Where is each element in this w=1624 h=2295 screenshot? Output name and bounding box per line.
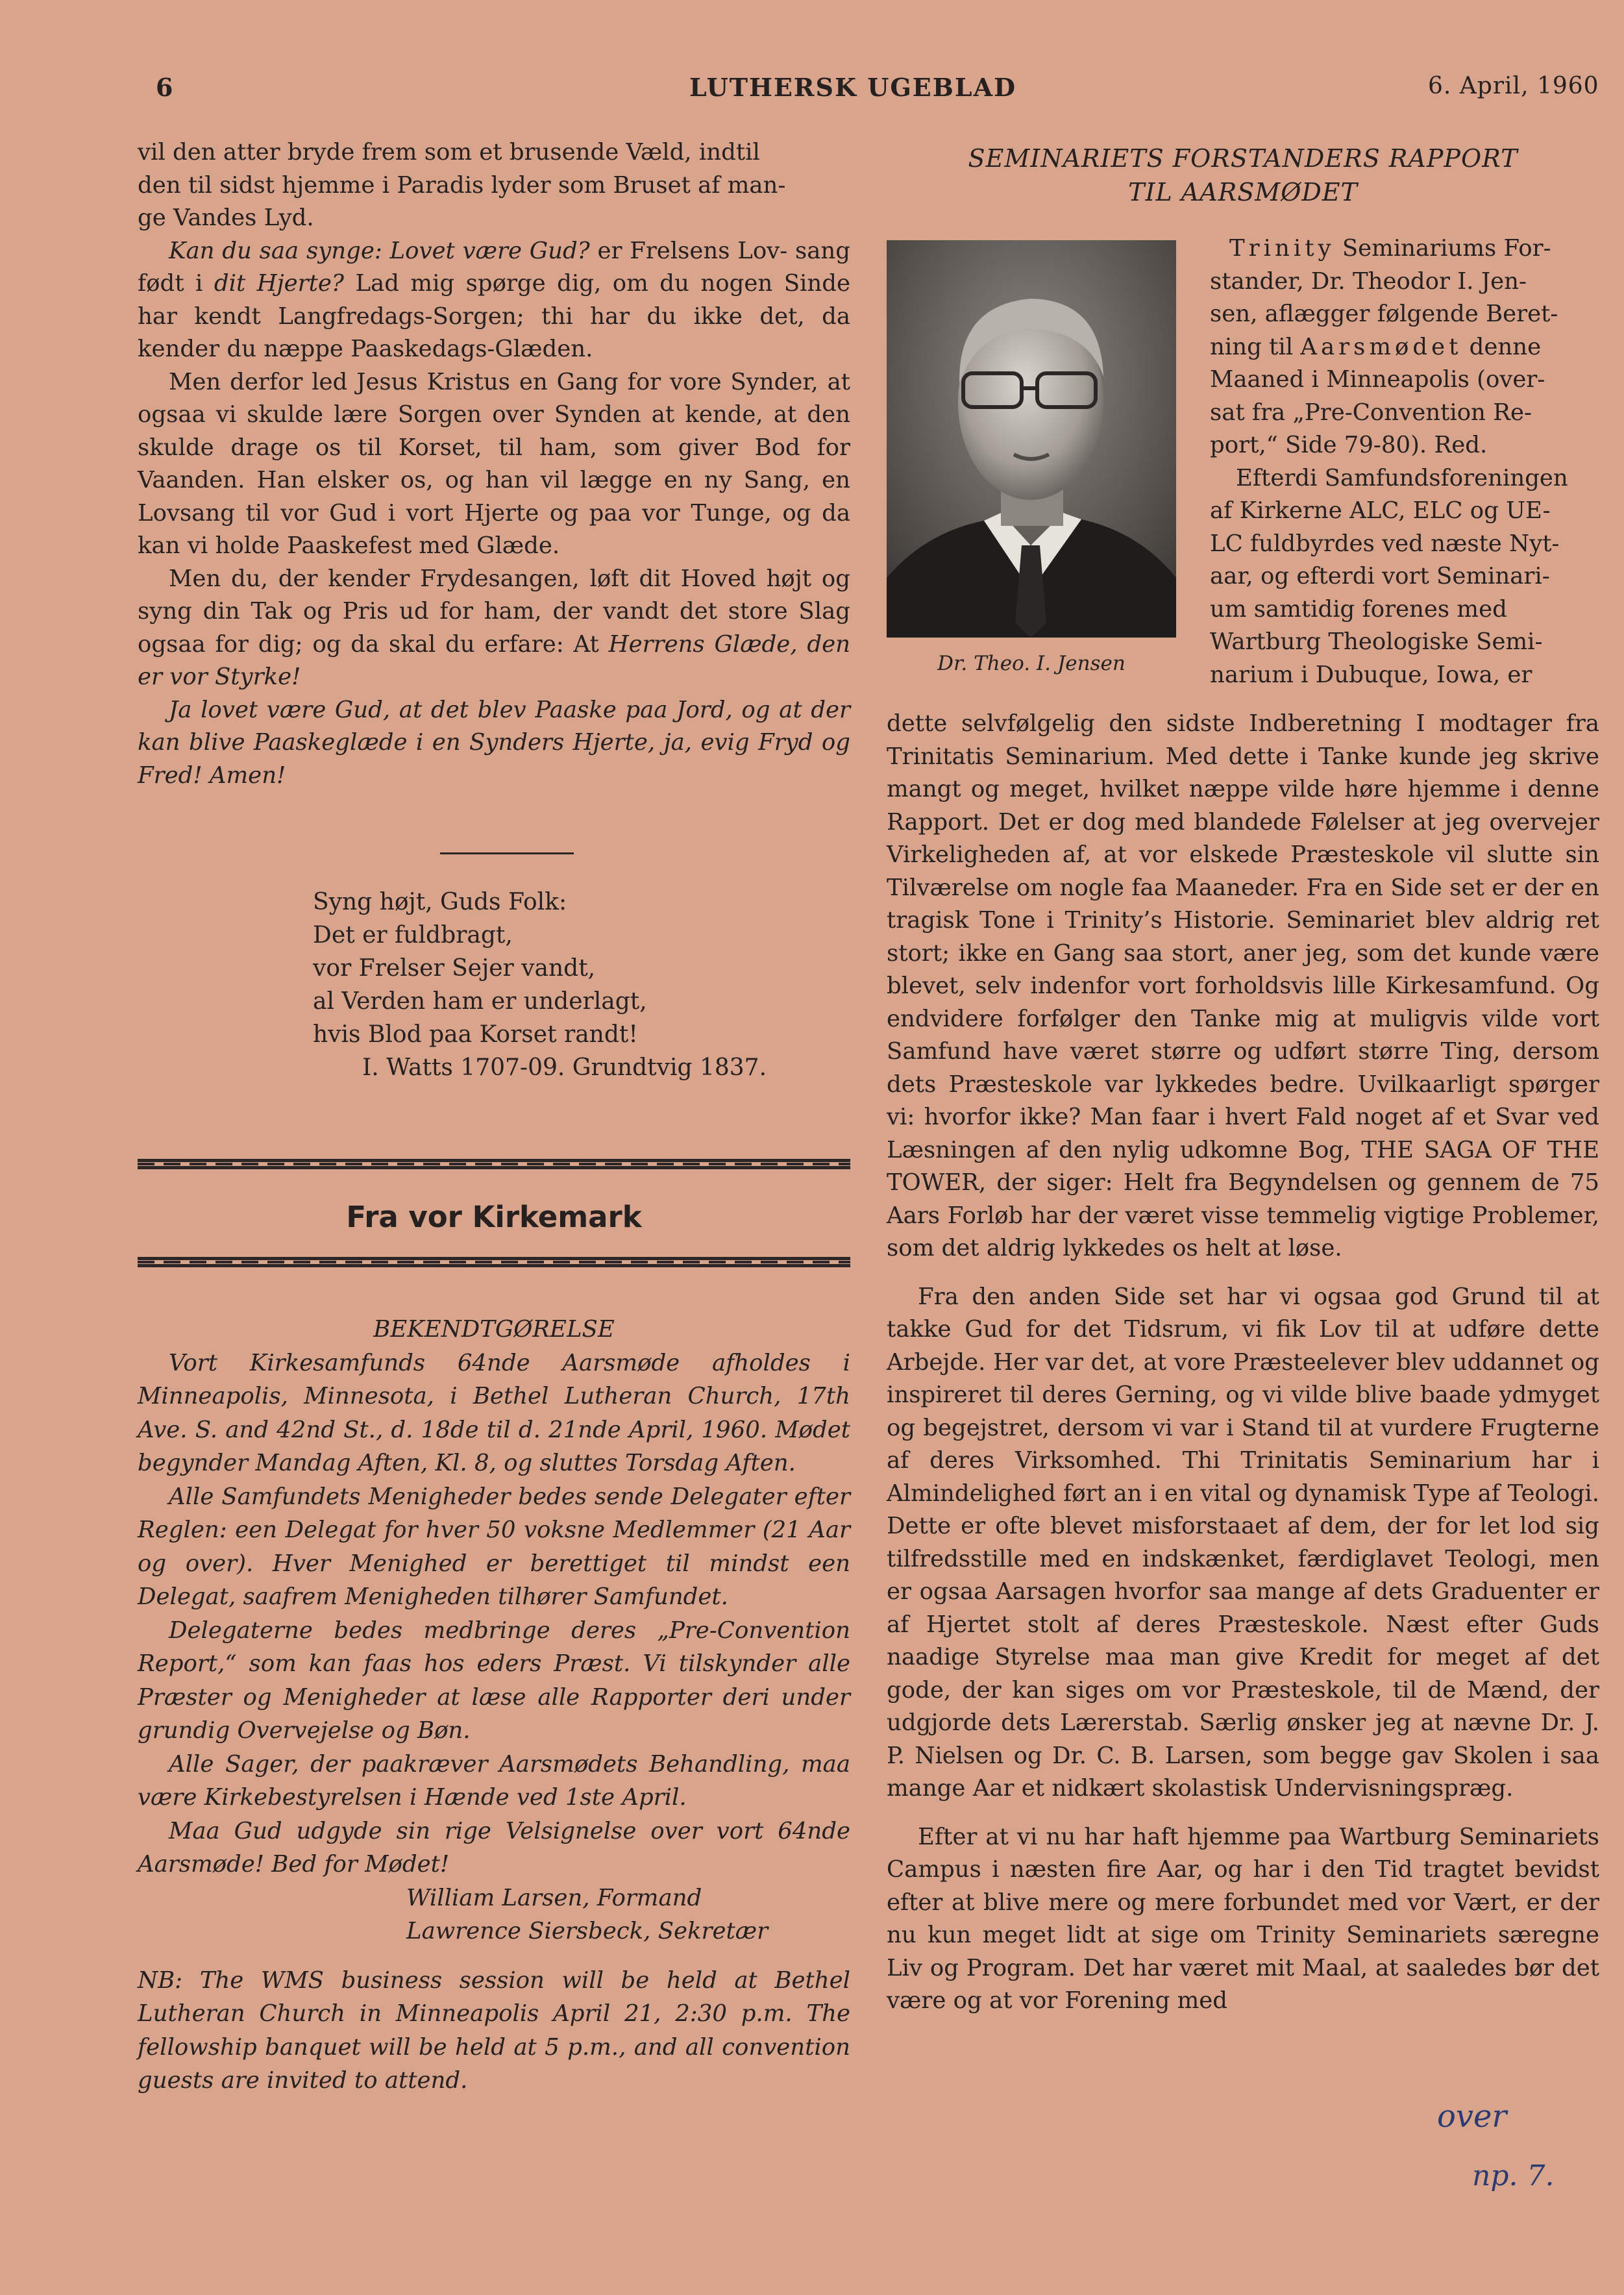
report-paragraph: Efter at vi nu har haft hjemme paa Wartburg Seminariets Campus i næsten fire Aar, og har i den Tid tragtet bevidst efter at blive mere og mere forbundet med vor Vært, er der nu kun meget lidt at sige om Trinity Seminariets særegne Liv og Program. Det har været mit Maal, at saaledes bør det være og at vor Forening med (887, 1823, 1599, 2014)
intro-line: sat fra „Pre-Convention Re- (1210, 399, 1532, 426)
section-title: Fra vor Kirkemark (346, 1200, 642, 1234)
sermon-conclusion (138, 136, 850, 792)
nb-note: NB: The WMS business session will be held at Bethel Lutheran Church in Minneapolis April 21, 2:30 p.m. The fellowship banquet will be held at 5 p.m., and all convention guests are invited to attend. (138, 1966, 850, 2094)
report-paragraph: Fra den anden Side set har vi ogsaa god Grund til at takke Gud for det Tidsrum, vi fik Lov til at udføre dette Arbejde. Her var det, at vore Præsteelever blev uddannet og inspireret til deres Gerning, og vi vilde blive baade ydmyget og begejstret, dersom vi var i Stand til at vurdere Frugterne af deres Virksomhed. Thi Trinitatis Seminarium har i Almindelighed ført an i en vital og dynamisk Type af Teologi. Dette er ofte blevet misforstaaet af dem, der for let lod sig tilfredsstille med en indskænket, færdiglavet Teologi, men er ogsaa Aarsagen hvorfor saa mange af dets Graduenter er af Hjertet stolt af deres Præsteskole. Næst efter Guds naadige Styrelse maa man give Kredit for meget af det gode, der kan siges om vor Præsteskole, til de Mænd, der udgjorde dets Lærerstab. Særlig ønsker jeg at nævne Dr. J. P. Nielsen og Dr. C. B. Larsen, som begge gav Skolen i saa mange Aar et nidkært skolastisk Undervisningspræg. (887, 1283, 1599, 1802)
divider-rule (440, 852, 574, 854)
text-run: Seminariums For- (1335, 235, 1551, 262)
intro-line: Maaned i Minneapolis (over- (1210, 366, 1545, 393)
text-run: denne (1462, 333, 1542, 360)
photo-caption: Dr. Theo. I. Jensen (937, 652, 1126, 675)
intro-line: sen, aflægger følgende Beret- (1210, 301, 1558, 327)
announcement-paragraph: Vort Kirkesamfunds 64nde Aarsmøde afholdes i Minneapolis, Minnesota, i Bethel Lutheran Church, 17th Ave. S. and 42nd St., d. 18de til d. 21nde April, 1960. Mødet begynder Mandag Aften, Kl. 8, og sluttes Torsdag Aften. (138, 1349, 850, 1476)
text-run: ning til (1210, 333, 1301, 360)
sermon-paragraph (138, 235, 850, 366)
report-title (887, 142, 1599, 209)
announcement-paragraph: Alle Sager, der paakræver Aarsmødets Behandling, maa være Kirkebestyrelsen i Hænde ved 1ste April. (138, 1750, 850, 1811)
masthead-title: LUTHERSK UGEBLAD (689, 73, 1017, 102)
intro-line (1210, 331, 1599, 364)
announcement-paragraph: Maa Gud udgyde sin rige Velsignelse over vort 64nde Aarsmøde! Bed for Mødet! (138, 1817, 850, 1878)
signature-secretary: Lawrence Siersbeck, Sekretær (406, 1918, 769, 1944)
hymn-verse (313, 886, 767, 1084)
italic-phrase: Kan du saa synge: Lovet være Gud? (169, 237, 590, 264)
handwritten-note-over: over (1437, 2098, 1507, 2135)
report-line: aar, og efterdi vort Seminari- (1210, 563, 1550, 589)
intro-line (1210, 232, 1599, 266)
sermon-paragraph: Men derfor led Jesus Kristus en Gang for vore Synder, at ogsaa vi skulde lære Sorgen over Synden at kende, at den skulde drage os til Korset, til ham, som giver Bod for Vaanden. Han elsker os, og han vil lægge en ny Sang, en Lovsang til vor Gud i vort Hjerte og paa vor Tunge, og da kan vi holde Paaskefest med Glæde. (138, 368, 850, 559)
report-line: narium i Dubuque, Iowa, er (1210, 661, 1532, 688)
report-title-line: SEMINARIETS FORSTANDERS RAPPORT (968, 144, 1518, 173)
text-run: Men du, der kender Frydesangen, løft dit Hoved højt og syng din Tak og Pris ud for ham, der vandt det store Slag ogsaa for dig; og da skal du erfare: At (138, 565, 850, 658)
sermon-line: ge Vandes Lyd. (138, 205, 314, 231)
sermon-line: vil den atter bryde frem som et brusende Væld, indtil (138, 139, 760, 166)
italic-phrase: Herrens Glæde, den er vor Styrke! (138, 630, 851, 690)
announcement-heading: BEKENDTGØRELSE (373, 1316, 615, 1343)
verse-line: hvis Blod paa Korset randt! (313, 1021, 638, 1048)
verse-line: al Verden ham er underlagt, (313, 988, 647, 1015)
intro-line: stander, Dr. Theodor I. Jen- (1210, 267, 1527, 295)
announcement (138, 1313, 850, 2098)
report-line: Efterdi Samfundsforeningen (1236, 464, 1568, 491)
handwritten-note-page: np. 7. (1472, 2159, 1555, 2192)
text-run: er Frelsens Lov- (589, 237, 788, 264)
report-line: af Kirkerne ALC, ELC og UE- (1210, 497, 1551, 524)
text-run: Lad mig spørge dig, om du nogen Sinde har kendt Langfredags-Sorgen; thi har du ikke det, da kender du næppe Paaskedags-Glæden. (138, 270, 850, 362)
spaced-word: Aarsmødet (1300, 333, 1462, 360)
verse-line: vor Frelser Sejer vandt, (313, 955, 596, 982)
signature-chairman: William Larsen, Formand (406, 1884, 702, 1911)
report-title-line: TIL AARSMØDET (1128, 178, 1358, 206)
text-run: sang født i (138, 237, 850, 297)
verse-line: Syng højt, Guds Folk: (313, 889, 567, 915)
report-intro (1210, 232, 1599, 691)
announcement-paragraph: Delegaterne bedes medbringe deres „Pre-Convention Report,“ som kan faas hos eders Præst. Vi tilskynder alle Præster og Menigheder at læse alle Rapporter deri under grundig Overvejelse og Bøn. (138, 1617, 850, 1744)
page-number: 6 (156, 73, 174, 102)
verse-attribution: I. Watts 1707-09. Grundtvig 1837. (362, 1054, 767, 1081)
report-line: LC fuldbyrdes ved næste Nyt- (1210, 530, 1560, 557)
report-paragraph: dette selvfølgelig den sidste Indberetning I modtager fra Trinitatis Seminarium. Med dette i Tanke kunde jeg skrive mangt og meget, hvilket næppe vilde høre hjemme i denne Rapport. Det er dog med blandede Følelser at jeg overvejer Virkeligheden af, at vor elskede Præsteskole vil slutte sin Tilværelse om nogle faa Maaneder. Fra en Side set er der en tragisk Tone i Trinity’s Historie. Seminariet blev aldrig ret stort; ikke en Gang saa stort, aner jeg, som det kunde være blevet, selv indenfor vort forholdsvis lille Kirkesamfund. Og endvidere forfølger den Tanke mig at muligvis vilde vort Samfund have været større og udført større Ting, dersom dets Præsteskole var lykkedes bedre. Uvilkaarligt spørger vi: hvorfor ikke? Man faar i hvert Fald noget af et Svar ved Læsningen af den nylig udkomne Bog, THE SAGA OF THE TOWER, der siger: Helt fra Begyndelsen og gennem de 75 Aars Forløb har der været visse temmelig vigtige Problemer, som det aldrig lykkedes os helt at løse. (887, 710, 1599, 1261)
portrait-photo (887, 240, 1176, 638)
portrait-illustration (887, 240, 1176, 638)
section-band-top (138, 1157, 850, 1171)
verse-line: Det er fuldbragt, (313, 922, 513, 949)
announcement-paragraph: Alle Samfundets Menigheder bedes sende Delegater efter Reglen: een Delegat for hver 50 voksne Medlemmer (21 Aar og over). Hver Menighed er berettiget til mindst een Delegat, saafrem Menigheden tilhører Samfundet. (138, 1483, 850, 1610)
report-line: Wartburg Theologiske Semi- (1210, 628, 1543, 655)
intro-line: port,“ Side 79-80). Red. (1210, 432, 1488, 458)
report-body (887, 708, 1599, 2018)
italic-phrase: dit Hjerte? (214, 270, 344, 297)
sermon-paragraph (138, 563, 850, 694)
report-line: um samtidig forenes med (1210, 595, 1507, 623)
sermon-line: den til sidst hjemme i Paradis lyder som Bruset af man- (138, 171, 786, 199)
spaced-word: Trinity (1229, 235, 1335, 262)
section-band-bottom (138, 1255, 850, 1269)
issue-date: 6. April, 1960 (1428, 73, 1599, 99)
sermon-paragraph: Ja lovet være Gud, at det blev Paaske paa Jord, og at der kan blive Paaskeglæde i en Synders Hjerte, ja, evig Fryd og Fred! Amen! (138, 696, 850, 789)
